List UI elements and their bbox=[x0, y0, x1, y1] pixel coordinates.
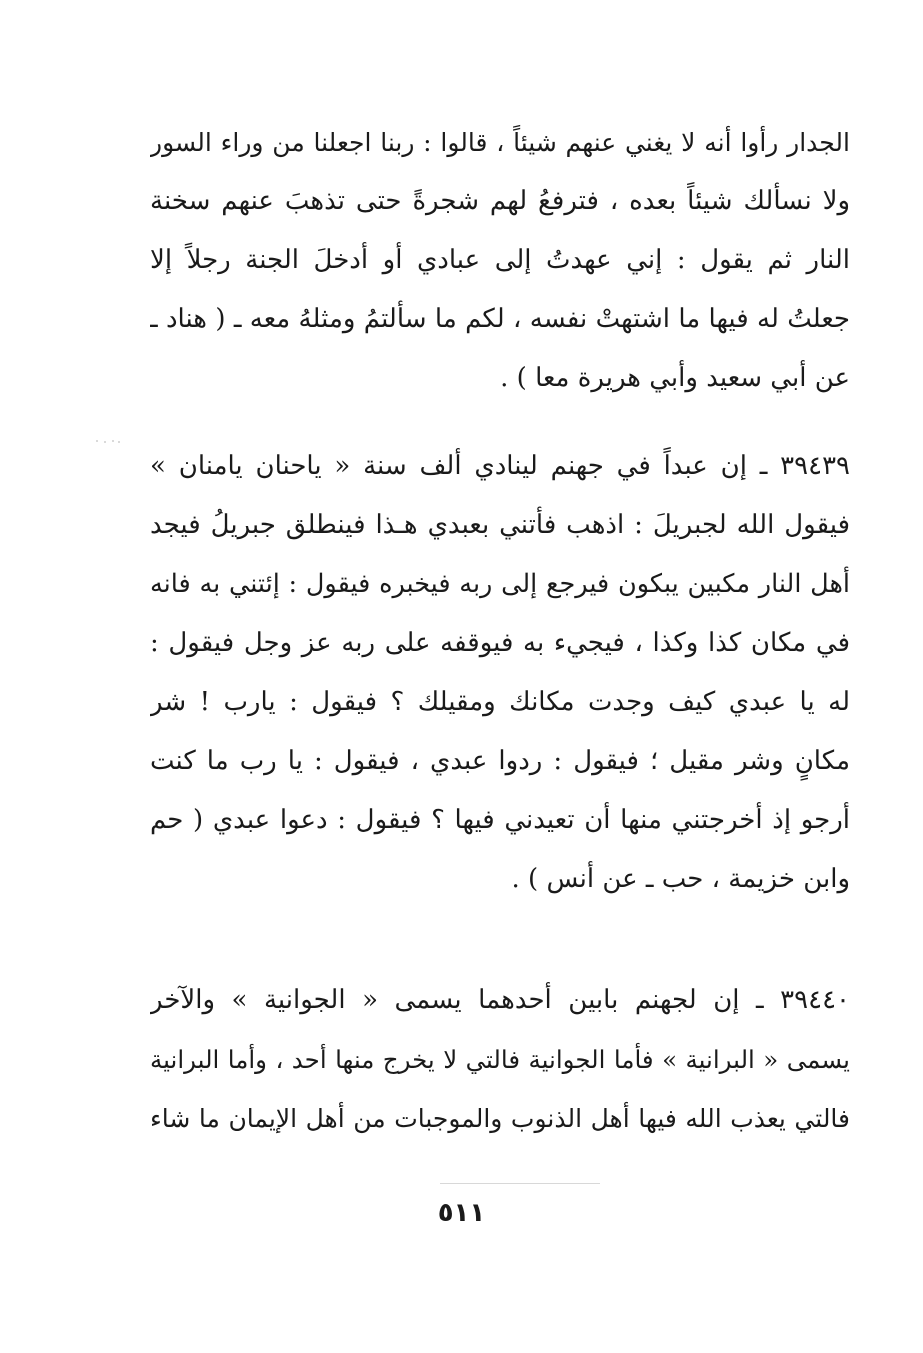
text-line: فيقول الله لجبريلَ : اذهب فأتني بعبدي هـذا فينطلق جبريلُ فيجد bbox=[150, 510, 850, 540]
text-line: يسمى « البرانية » فأما الجوانية فالتي لا يخرج منها أحد ، وأما البرانية bbox=[150, 1045, 850, 1074]
text-line: في مكان كذا وكذا ، فيجيء به فيوقفه على ربه عز وجل فيقول : bbox=[150, 628, 850, 658]
text-line: مكانٍ وشر مقيل ؛ فيقول : ردوا عبدي ، فيقول : يا رب ما كنت bbox=[150, 746, 850, 776]
scan-speck bbox=[104, 441, 106, 443]
text-line: ٣٩٤٤٠ ـ إن لجهنم بابين أحدهما يسمى « الجوانية » والآخر bbox=[150, 985, 850, 1015]
text-line: فالتي يعذب الله فيها أهل الذنوب والموجبات من أهل الإيمان ما شاء bbox=[150, 1104, 850, 1133]
scan-speck bbox=[96, 440, 98, 442]
text-line: ولا نسألك شيئاً بعده ، فترفعُ لهم شجرةً حتى تذهبَ عنهم سخنة bbox=[150, 186, 850, 216]
text-line: النار ثم يقول : إني عهدتُ إلى عبادي أو أدخلَ الجنة رجلاً إلا bbox=[150, 245, 850, 275]
text-line: أرجو إذ أخرجتني منها أن تعيدني فيها ؟ فيقول : دعوا عبدي ( حم bbox=[150, 805, 850, 835]
text-line: أهل النار مكبين يبكون فيرجع إلى ربه فيخبره فيقول : إئتني به فانه bbox=[150, 569, 850, 599]
text-line: له يا عبدي كيف وجدت مكانك ومقيلك ؟ فيقول : يارب ! شر bbox=[150, 687, 850, 717]
scan-speck bbox=[112, 440, 114, 442]
page-number: ٥١١ bbox=[437, 1198, 486, 1228]
paragraph-hadith-39440 bbox=[150, 971, 850, 1148]
text-line: جعلتُ له فيها ما اشتهتْ نفسه ، لكم ما سألتمُ ومثلهُ معه ـ ( هناد ـ bbox=[150, 304, 850, 334]
paragraph-hadith-39439 bbox=[150, 437, 850, 909]
text-line: ٣٩٤٣٩ ـ إن عبداً في جهنم لينادي ألف سنة « ياحنان يامنان » bbox=[150, 451, 850, 481]
page-footer-rule bbox=[440, 1183, 600, 1184]
text-line: وابن خزيمة ، حب ـ عن أنس ) . bbox=[511, 864, 850, 894]
text-line: عن أبي سعيد وأبي هريرة معا ) . bbox=[500, 363, 850, 393]
scan-speck bbox=[118, 441, 120, 443]
paragraph-1 bbox=[150, 113, 850, 408]
text-line: الجدار رأوا أنه لا يغني عنهم شيئاً ، قالوا : ربنا اجعلنا من وراء السور bbox=[150, 128, 850, 157]
